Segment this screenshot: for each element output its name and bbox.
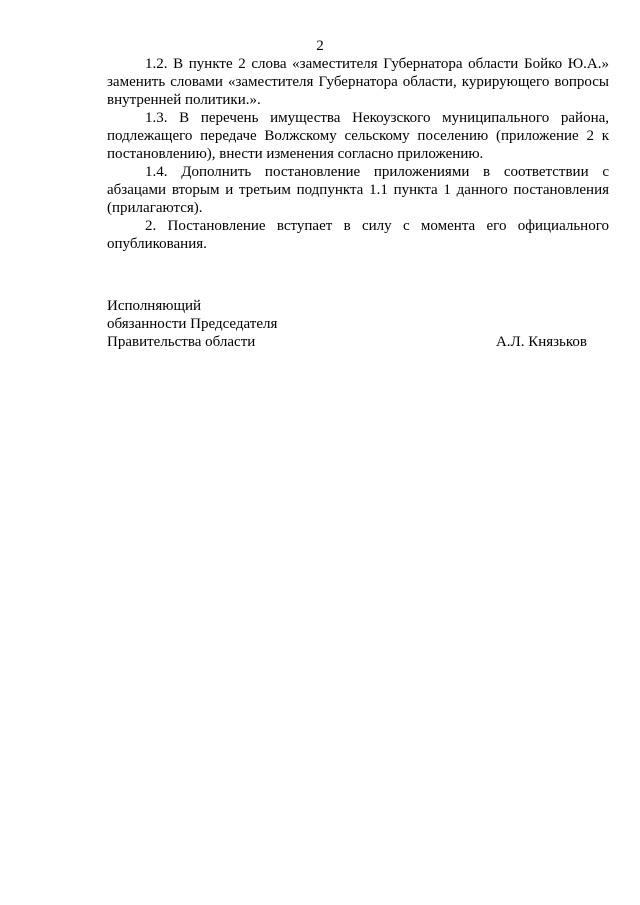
paragraph-2: 2. Постановление вступает в силу с момента его официального опубликования. (107, 218, 609, 252)
signer-title-row (107, 333, 587, 351)
signer-title-line-1: Исполняющий (107, 298, 202, 314)
signer-name: А.Л. Князьков (495, 334, 587, 350)
paragraph-1-4: 1.4. Дополнить постановление приложениями в соответствии с абзацами вторым и третьим подпункта 1.1 пункта 1 данного постановления (прилагаются). (107, 164, 609, 216)
signer-title-line-2: обязанности Председателя (107, 316, 278, 332)
paragraph-1-2: 1.2. В пункте 2 слова «заместителя Губернатора области Бойко Ю.А.» заменить словами «заместителя Губернатора области, курирующего вопросы внутренней политики.». (107, 56, 609, 108)
signer-title-line-3: Правительства области (107, 334, 256, 350)
signature-block (107, 297, 587, 351)
document-body (107, 55, 609, 253)
paragraph-1-3: 1.3. В перечень имущества Некоузского муниципального района, подлежащего передаче Волжскому сельскому поселению (приложение 2 к постановлению), внести изменения согласно приложению. (107, 110, 609, 162)
page-number: 2 (316, 38, 324, 54)
